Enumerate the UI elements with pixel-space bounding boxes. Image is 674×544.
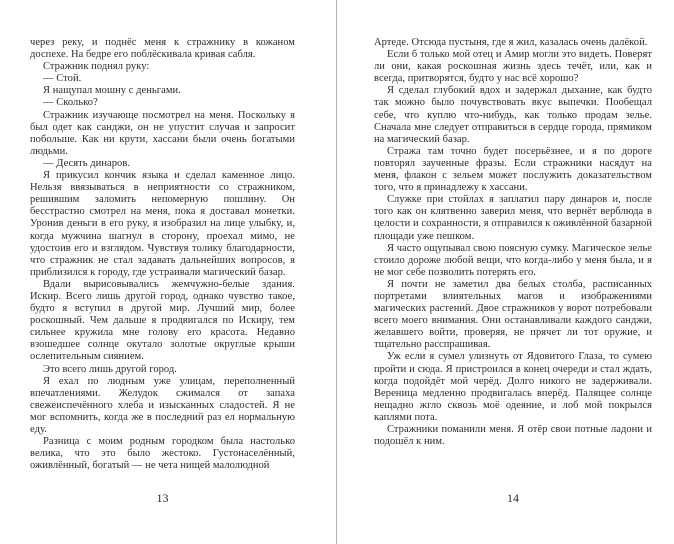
- page-right-number: 14: [507, 491, 519, 505]
- paragraph: Я часто ощупывал свою поясную сумку. Магическое зелье стоило дороже любой вещи, что когда-либо у меня была, и я не мог себе позволить потерять его.: [374, 242, 652, 278]
- paragraph: — Сколько?: [43, 97, 98, 109]
- paragraph: Стражник поднял руку:: [43, 61, 150, 73]
- paragraph: Уж если я сумел улизнуть от Ядовитого Глаза, то сумею пройти и сюда. Я пристроился в конец очереди и стал ждать, когда подойдёт мой черёд. Долго никого не задерживали. Вереница медленно продвигалась вперёд. Палящее солнце нещадно жгло сквозь моё одеяние, и лоб мой покрылся каплями пота.: [374, 351, 652, 423]
- paragraph: Я сделал глубокий вдох и задержал дыхание, как будто так можно было почувствовать вкус выпечки. Пообещал себе, что куплю что-нибудь, как только продам зелье. Сначала мне следует отправиться в сердце города, прямиком на магический базар.: [374, 85, 652, 145]
- paragraph: Вдали вырисовывались жемчужно-белые здания. Искир. Всего лишь другой город, однако чувство такое, будто я вступил в другой мир. Лучший мир, более роскошный. Чем дальше я продвигался по Искиру, тем сильнее кружила мне голову его красота. Недавно взошедшее солнце окутало золотые округлые крыши ослепительным сиянием.: [30, 278, 295, 363]
- paragraph: Я почти не заметил два белых столба, расписанных портретами влиятельных магов и изображениями магических растений. Двое стражников у ворот потребовали всего моего внимания. Они останавливали каждого санджи, желавшего войти, проверяя, не прячет ли тот оружие, и тщательно расспрашивая.: [374, 278, 652, 351]
- paragraph: Стража там точно будет посерьёзнее, и я по дороге повторял заученные фразы. Если стражники насядут на меня, флакон с зельем может послужить доказательством того, что я принадлежу к хассани.: [374, 145, 652, 194]
- paragraph: Это всего лишь другой город.: [43, 363, 177, 375]
- paragraph: Стражник изучающе посмотрел на меня. Поскольку я был одет как санджи, он не упустит случая и запросит побольше. Как ни крути, хассани были очень богатыми людьми.: [30, 109, 295, 157]
- paragraph: — Десять динаров.: [43, 157, 131, 169]
- paragraph: через реку, и поднёс меня к стражнику в кожаном доспехе. На бедре его поблёскивала кривая сабля.: [30, 37, 295, 61]
- paragraph: Я прикусил кончик языка и сделал каменное лицо. Нельзя ввязываться в неприятности со стражником, решившим заломить непомерную пошлину. Он бесстрастно смотрел на меня, пока я доставал монетки. Уронив деньги в его руку, я изобразил на лице улыбку, и, когда мужчина шагнул в сторону, проехал мимо, не удостоив его и взглядом. Чувствуя толику благодарности, что стражник не стал задавать дальнейших вопросов, я приблизился к городу, где устраивали магический базар.: [30, 170, 295, 278]
- paragraph: Служке при стойлах я заплатил пару динаров и, после того как он клятвенно заверил меня, что вернёт верблюда в целости и сохранности, я отправился к оживлённой базарной площади уже пешком.: [374, 194, 652, 242]
- page-right: [337, 0, 674, 544]
- paragraph: Если б только мой отец и Амир могли это видеть. Поверят ли они, какая роскошная жизнь здесь течёт, или, как и всегда, притворятся, будто у нас всё хорошо?: [374, 49, 652, 85]
- paragraph: Разница с моим родным городком была настолько велика, что это было жестоко. Густонаселённый, оживлённый, богатый — не чета нищей малолюдной: [30, 436, 295, 472]
- page-left-text: [30, 37, 295, 485]
- page-right-text: [374, 37, 652, 485]
- page-left-number: 13: [156, 491, 169, 505]
- paragraph: Я ехал по людным уже улицам, переполненный впечатлениями. Желудок сжимался от запаха свежеиспечённого хлеба и изысканных сладостей. Я не мог вспомнить, когда же в последний раз ел нормальную еду.: [30, 375, 295, 435]
- paragraph: Стражники поманили меня. Я отёр свои потные ладони и подошёл к ним.: [374, 424, 652, 448]
- paragraph: Я нащупал мошну с деньгами.: [43, 85, 181, 97]
- paragraph: — Стой.: [43, 73, 82, 85]
- paragraph: Артеде. Отсюда пустыня, где я жил, казалась очень далёкой.: [374, 37, 648, 48]
